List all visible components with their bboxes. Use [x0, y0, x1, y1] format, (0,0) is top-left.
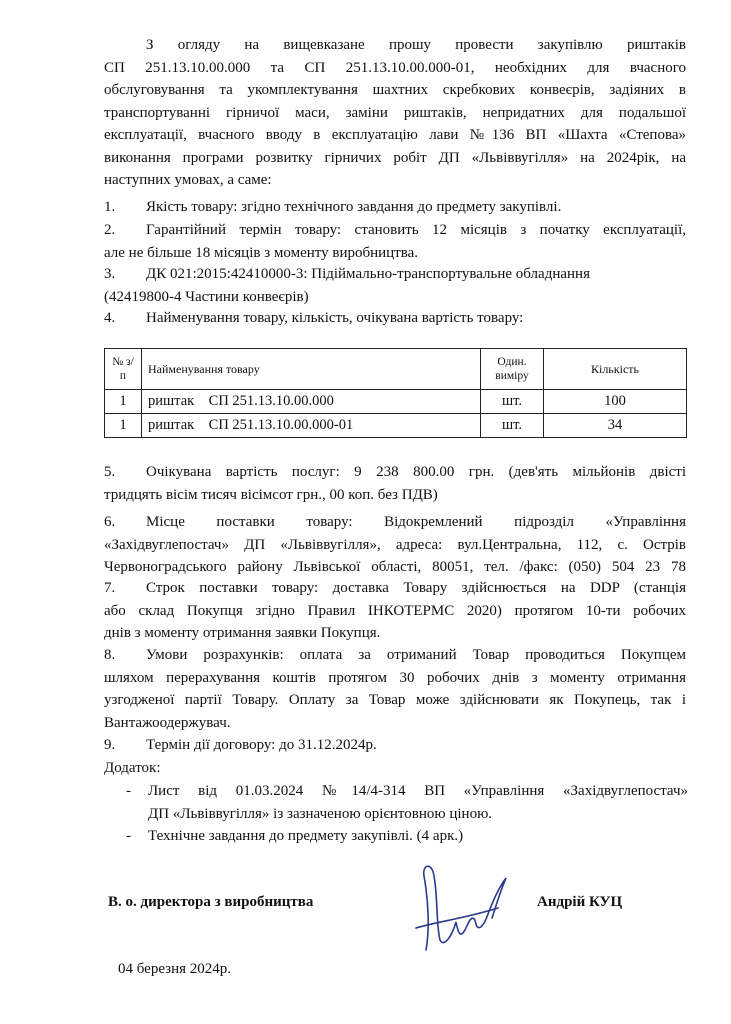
cell-qty: 100 — [544, 390, 687, 414]
item-number: 2. — [104, 222, 116, 238]
document-date: 04 березня 2024р. — [118, 961, 232, 977]
header-qty: Кількість — [544, 349, 687, 390]
intro-line: З огляду на вищевказане прошу провести закупівлю риштаків — [146, 37, 686, 53]
header-unit: Один. виміру — [481, 349, 544, 390]
list-item — [104, 461, 686, 506]
item-number: 1. — [104, 199, 116, 215]
intro-line: експлуатації, вчасного вводу в експлуатацію лави №136 ВП «Шахта «Степова» — [104, 127, 686, 143]
item-text: Якість товару: згідно технічного завдання до предмету закупівлі. — [146, 199, 562, 215]
handwritten-signature — [396, 858, 526, 954]
annex-text: ДП «Львіввугілля» із зазначеною орієнтовною ціною. — [148, 805, 493, 822]
cell-num: 1 — [105, 390, 142, 414]
item-text: Умови розрахунків: оплата за отриманий Товар проводиться Покупцем — [146, 647, 686, 663]
list-item — [104, 644, 686, 734]
table-header-row — [105, 349, 687, 390]
item-text: Очікувана вартість послуг: 9 238 800.00 грн. (дев'ять мільйонів двісті — [146, 464, 686, 480]
cell-name: риштак СП 251.13.10.00.000 — [142, 390, 481, 414]
item-number: 3. — [104, 266, 116, 282]
item-number: 4. — [104, 310, 116, 326]
annex-dash: - — [126, 828, 131, 844]
list-item — [104, 511, 686, 579]
item-text: Термін дії договору: до 31.12.2024р. — [146, 737, 377, 753]
cell-name: риштак СП 251.13.10.00.000-01 — [142, 414, 481, 438]
list-item — [104, 734, 686, 757]
cell-qty: 34 — [544, 414, 687, 438]
item-text: Місце поставки товару: Відокремлений підрозділ «Управління — [146, 514, 686, 530]
item-text: ДК 021:2015:42410000-3: Підіймально-транспортувальне обладнання — [146, 266, 590, 282]
item-text: Червоноградського району Львівської області, 80051, тел. /факс: (050) 504 23 78 — [104, 559, 686, 575]
intro-line: виконання програми розвитку гірничих робіт ДП «Львіввугілля» на 2024рік, на — [104, 149, 686, 166]
list-item — [104, 219, 686, 264]
header-num: № з/п — [105, 349, 142, 390]
item-number: 7. — [104, 580, 116, 596]
item-text: (42419800-4 Частини конвеєрів) — [104, 288, 309, 305]
list-item — [104, 196, 686, 219]
cell-unit: шт. — [481, 390, 544, 414]
intro-line: наступних умовах, а саме: — [104, 172, 272, 188]
intro-paragraph — [104, 34, 686, 192]
list-item — [104, 307, 686, 330]
item-text: але не більше 18 місяців з моменту виробництва. — [104, 244, 419, 261]
item-text: шляхом перерахування коштів протягом 30 робочих днів з моменту отримання — [104, 669, 686, 686]
intro-line: обслуговування та укомплектування шахтних скребкових конвеєрів, задіяних в — [104, 82, 686, 98]
annex-title: Додаток: — [104, 760, 161, 776]
item-text: Гарантійний термін товару: становить 12 місяців з початку експлуатації, — [146, 222, 686, 238]
table-row — [105, 390, 687, 414]
signatory-name: Андрій КУЦ — [537, 894, 623, 910]
item-number: 9. — [104, 737, 116, 753]
header-name: Найменування товару — [142, 349, 481, 390]
annex-text: Лист від 01.03.2024 №14/4-314 ВП «Управління «Західвуглепостач» — [148, 783, 688, 799]
table-row — [105, 414, 687, 438]
item-text: Вантажоодержувач. — [104, 714, 231, 731]
list-item — [104, 263, 686, 308]
cell-num: 1 — [105, 414, 142, 438]
intro-line: СП 251.13.10.00.000 та СП 251.13.10.00.000-01, необхідних для вчасного — [104, 59, 686, 76]
annex-dash: - — [126, 783, 131, 799]
item-text: днів з моменту отримання заявки Покупця. — [104, 625, 381, 641]
item-text: «Західвуглепостач» ДП «Львіввугілля», адреса: вул.Центральна, 112, с. Острів — [104, 536, 686, 553]
cell-unit: шт. — [481, 414, 544, 438]
signatory-position: В. о. директора з виробництва — [108, 894, 314, 910]
list-item — [104, 577, 686, 645]
goods-table — [104, 348, 687, 438]
item-text: Найменування товару, кількість, очікувана вартість товару: — [146, 310, 524, 326]
item-text: узгодженої партії Товару. Оплату за Товар може здійснювати як Покупець, так і — [104, 692, 686, 708]
intro-line: транспортуванні гірничої маси, заміни риштаків, непридатних для подальшої — [104, 104, 686, 121]
item-text: тридцять вісім тисяч вісімсот грн., 00 коп. без ПДВ) — [104, 486, 438, 503]
item-number: 6. — [104, 514, 116, 530]
item-number: 5. — [104, 464, 116, 480]
annex-text: Технічне завдання до предмету закупівлі. (4 арк.) — [148, 828, 464, 844]
item-text: Строк поставки товару: доставка Товару здійснюється на DDP (станція — [146, 580, 686, 596]
item-number: 8. — [104, 647, 116, 663]
item-text: або склад Покупця згідно Правил ІНКОТЕРМС 2020) протягом 10-ти робочих — [104, 602, 686, 619]
